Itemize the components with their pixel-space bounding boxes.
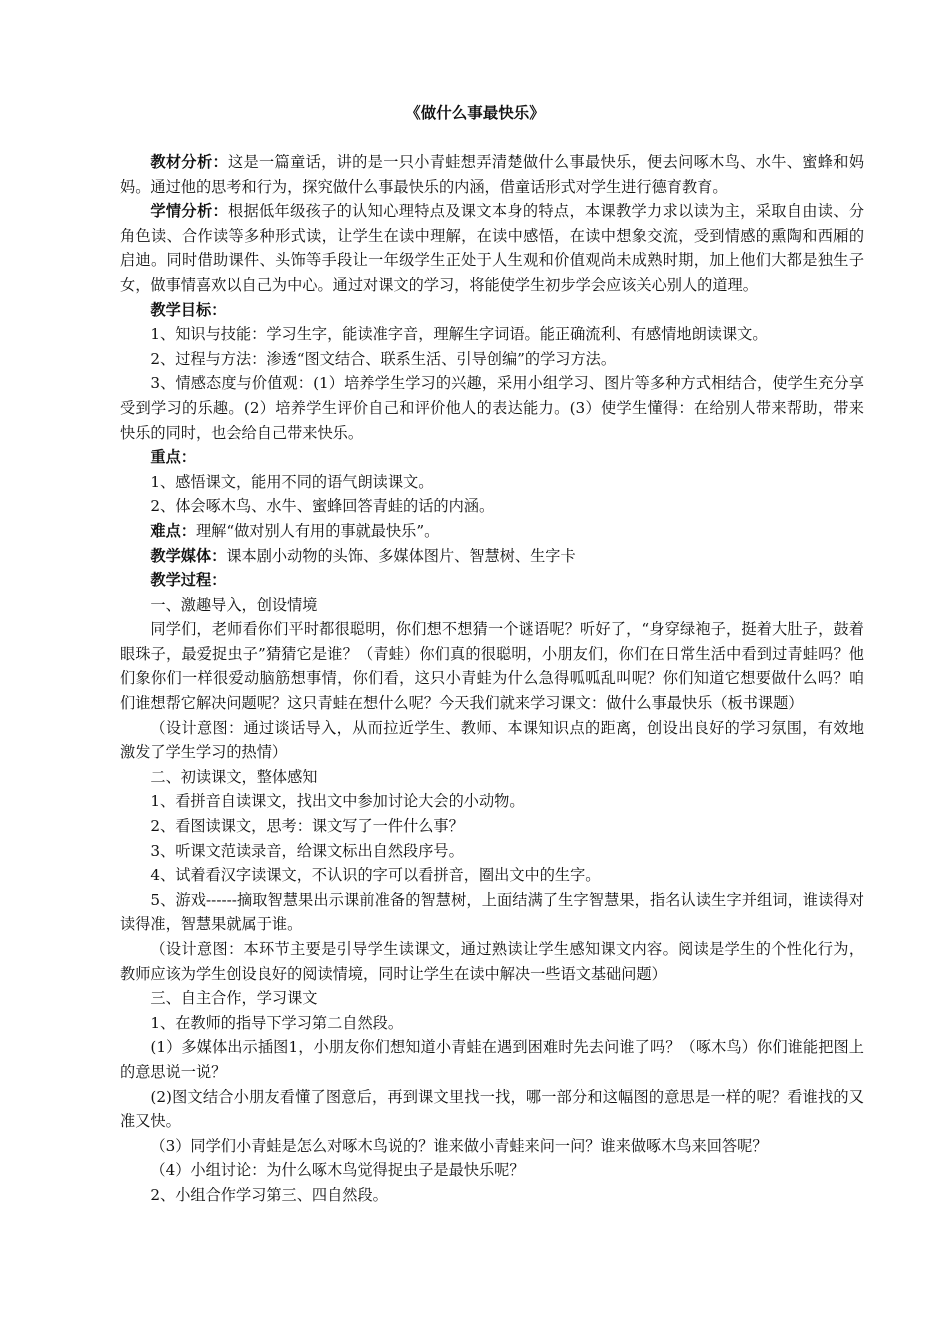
paragraph: 同学们，老师看你们平时都很聪明，你们想不想猜一个谜语呢？听好了，“身穿绿袍子，挺着大肚子，鼓着眼珠子，最爱捉虫子”猜猜它是谁？（青蛙）你们真的很聪明，小朋友们，你们在日常生活中看到过青蛙吗？他们象你们一样很爱动脑筋想事情，你们看，这只小青蛙为什么急得呱呱乱叫呢？你们知道它想要做什么吗？咱们谁想帮它解决问题呢？这只青蛙在想什么呢？今天我们就来学习课文：做什么事最快乐（板书课题） [120,620,864,713]
step-item: 3、听课文范读录音，给课文标出自然段序号。 [150,841,464,860]
paragraph-learner-analysis [120,199,864,297]
section-label: 重点： [150,448,196,467]
step-item: (1）多媒体出示插图1，小朋友你们想知道小青蛙在遇到困难时先去问谁了吗？（啄木鸟）你们谁能把图上的意思说一说？ [120,1038,864,1081]
step-item: （4）小组讨论：为什么啄木鸟觉得捉虫子是最快乐呢？ [150,1161,525,1180]
section-label: 教学媒体： [150,546,227,565]
document-body [120,150,864,1208]
section-heading: 一、激趣导入，创设情境 [150,595,318,614]
step-item: 1、在教师的指导下学习第二自然段。 [150,1013,404,1032]
goal-item: 2、过程与方法：渗透“图文结合、联系生活、引导创编”的学习方法。 [150,349,617,368]
section-label: 难点： [150,521,196,540]
design-intent-note: （设计意图：通过谈话导入，从而拉近学生、教师、本课知识点的距离，创设出良好的学习氛围，有效地激发了学生学习的热情） [120,718,864,762]
step-item: 5、游戏------摘取智慧果出示课前准备的智慧树，上面结满了生字智慧果，指名认读生字并组词，谁读得对读得准，智慧果就属于谁。 [120,890,864,934]
section-label: 教学过程： [150,571,227,590]
section-heading: 二、初读课文，整体感知 [150,767,318,786]
step-item: （3）同学们小青蛙是怎么对啄木鸟说的？谁来做小青蛙来问一问？谁来做啄木鸟来回答呢？ [150,1136,768,1155]
heading-teaching-process [120,568,864,593]
section-heading: 三、自主合作，学习课文 [150,989,318,1008]
section-label: 教学目标： [150,300,227,319]
step-item: 4、试着看汉字读课文，不认识的字可以看拼音，圈出文中的生字。 [150,866,601,885]
step-item: 2、小组合作学习第三、四自然段。 [150,1185,388,1204]
heading-key-points [120,445,864,470]
paragraph-text: 这是一篇童话，讲的是一只小青蛙想弄清楚做什么事最快乐，便去问啄木鸟、水牛、蜜蜂和妈妈。通过他的思考和行为，探究做什么事最快乐的内涵，借童话形式对学生进行德育教育。 [120,153,865,196]
goal-item: 1、知识与技能：学习生字，能读准字音，理解生字词语。能正确流利、有感情地朗读课文。 [150,325,768,344]
paragraph-teaching-media [120,544,864,569]
key-point-item: 1、感悟课文，能用不同的语气朗读课文。 [150,472,434,491]
section-label: 学情分析： [150,202,228,221]
paragraph-text: 根据低年级孩子的认知心理特点及课文本身的特点，本课教学力求以读为主，采取自由读、分角色读、合作读等多种形式读，让学生在读中理解，在读中感悟，在读中想象交流，受到情感的熏陶和西厢的启迪。同时借助课件、头饰等手段让一年级学生正处于人生观和价值观尚未成熟时期，加上他们大都是独生子女，做事情喜欢以自己为中心。通过对课文的学习，将能使学生初步学会应该关心别人的道理。 [120,202,865,294]
design-intent-note: （设计意图：本环节主要是引导学生读课文，通过熟读让学生感知课文内容。阅读是学生的个性化行为，教师应该为学生创设良好的阅读情境，同时让学生在读中解决一些语文基础问题） [120,940,864,983]
paragraph-difficulty [120,519,864,544]
section-label: 教材分析： [150,153,228,171]
step-item: 1、看拼音自读课文，找出文中参加讨论大会的小动物。 [150,792,525,811]
paragraph-text: 理解“做对别人有用的事就最快乐”。 [195,521,440,540]
goal-item: 3、情感态度与价值观：(1）培养学生学习的兴趣，采用小组学习、图片等多种方式相结合，使学生充分享受到学习的乐趣。(2）培养学生评价自己和评价他人的表达能力。(3）使学生懂得：在给别人带来帮助，带来快乐的同时，也会给自己带来快乐。 [120,374,864,442]
document-title: 《做什么事最快乐》 [405,104,545,122]
paragraph-text: 课本剧小动物的头饰、多媒体图片、智慧树、生字卡 [226,546,576,565]
key-point-item: 2、体会啄木鸟、水牛、蜜蜂回答青蛙的话的内涵。 [150,497,495,516]
step-item: 2、看图读课文，思考：课文写了一件什么事？ [150,817,464,836]
paragraph-textbook-analysis [120,150,864,199]
step-item: (2)图文结合小朋友看懂了图意后，再到课文里找一找，哪一部分和这幅图的意思是一样的呢？看谁找的又准又快。 [120,1087,864,1131]
heading-teaching-goals [120,298,864,323]
